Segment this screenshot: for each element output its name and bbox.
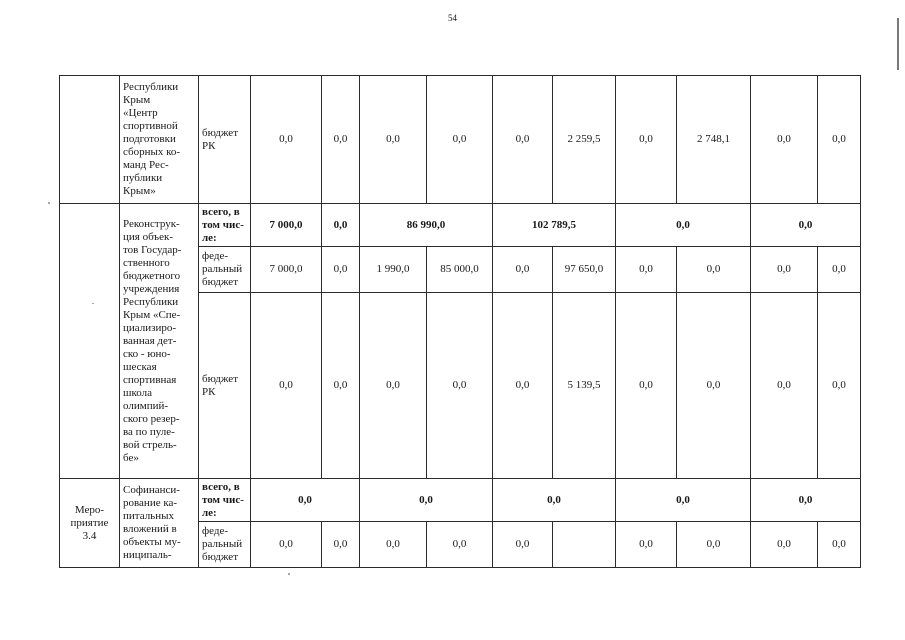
value-cell: 0,0 bbox=[251, 76, 322, 204]
value-cell: 0,0 bbox=[493, 247, 553, 293]
budget-label-cell bbox=[199, 76, 251, 204]
total-label: всего, в том чис- ле: bbox=[202, 480, 244, 519]
federal-label-cell bbox=[199, 522, 251, 568]
value-cell: 0,0 bbox=[818, 76, 861, 204]
org-name: Реконструк- ция объек- тов Государ- ственного бюджетного учреждения Республики Крым «Спе- циализиро- ванная дет- ско - юно- шеская спортивная школа олимпий- ского резер- ва по пуле- вой стрель- бе» bbox=[123, 217, 182, 464]
value-cell: 0,0 bbox=[751, 76, 818, 204]
value-cell: 0,0 bbox=[751, 522, 818, 568]
scan-speck bbox=[48, 202, 50, 204]
measure-cell bbox=[60, 479, 120, 568]
table-row bbox=[60, 479, 861, 522]
total-value-cell: 0,0 bbox=[322, 204, 360, 247]
value-cell: 7 000,0 bbox=[251, 247, 322, 293]
measure-cell-empty bbox=[60, 204, 120, 479]
value-cell: 0,0 bbox=[616, 76, 677, 204]
value-cell: 0,0 bbox=[616, 247, 677, 293]
value-cell: 97 650,0 bbox=[553, 247, 616, 293]
value-cell: 0,0 bbox=[818, 293, 861, 479]
value-cell: 5 139,5 bbox=[553, 293, 616, 479]
value-cell: 0,0 bbox=[251, 293, 322, 479]
value-cell: 85 000,0 bbox=[427, 247, 493, 293]
total-value-cell: 7 000,0 bbox=[251, 204, 322, 247]
budget-table bbox=[59, 75, 861, 568]
org-name: Софинанси- рование ка- питальных вложений в объекты му- ниципаль- bbox=[123, 484, 181, 561]
total-label: всего, в том чис- ле: bbox=[202, 205, 244, 244]
value-cell: 0,0 bbox=[360, 76, 427, 204]
value-cell: 0,0 bbox=[677, 247, 751, 293]
scan-edge-mark bbox=[897, 18, 899, 70]
value-cell: 0,0 bbox=[251, 522, 322, 568]
table-row bbox=[60, 76, 861, 204]
value-cell: 0,0 bbox=[677, 293, 751, 479]
value-cell: 0,0 bbox=[493, 76, 553, 204]
budget-label-cell bbox=[199, 293, 251, 479]
value-cell: 2 259,5 bbox=[553, 76, 616, 204]
total-label-cell bbox=[199, 479, 251, 522]
scan-speck bbox=[288, 573, 290, 575]
value-cell: 0,0 bbox=[322, 76, 360, 204]
total-value-cell: 0,0 bbox=[751, 204, 861, 247]
value-cell: 0,0 bbox=[616, 293, 677, 479]
value-cell: 0,0 bbox=[427, 522, 493, 568]
value-cell: 0,0 bbox=[818, 247, 861, 293]
measure-cell-empty bbox=[60, 76, 120, 204]
value-cell: 0,0 bbox=[493, 522, 553, 568]
value-cell: 0,0 bbox=[677, 522, 751, 568]
value-cell: 0,0 bbox=[493, 293, 553, 479]
value-cell bbox=[553, 522, 616, 568]
total-value-cell: 102 789,5 bbox=[493, 204, 616, 247]
page-number: 54 bbox=[448, 13, 457, 23]
value-cell: 0,0 bbox=[322, 522, 360, 568]
value-cell: 0,0 bbox=[427, 76, 493, 204]
total-value-cell: 0,0 bbox=[493, 479, 616, 522]
value-cell: 0,0 bbox=[818, 522, 861, 568]
total-label-cell bbox=[199, 204, 251, 247]
org-name: Республики Крым «Центр спортивной подготовки сборных ко- манд Рес- публики Крым» bbox=[123, 81, 181, 197]
federal-label: феде- ральный бюджет bbox=[202, 525, 243, 563]
measure-label: Меро- приятие 3.4 bbox=[70, 503, 109, 542]
table-row bbox=[60, 204, 861, 247]
value-cell: 0,0 bbox=[616, 522, 677, 568]
value-cell: 0,0 bbox=[360, 522, 427, 568]
org-name-cell bbox=[120, 479, 199, 568]
value-cell: 0,0 bbox=[427, 293, 493, 479]
value-cell: 0,0 bbox=[360, 293, 427, 479]
org-name-cell bbox=[120, 204, 199, 479]
total-value-cell: 0,0 bbox=[751, 479, 861, 522]
total-value-cell: 86 990,0 bbox=[360, 204, 493, 247]
value-cell: 0,0 bbox=[751, 247, 818, 293]
budget-label: бюджет РК bbox=[202, 126, 238, 152]
value-cell: 0,0 bbox=[751, 293, 818, 479]
federal-label-cell bbox=[199, 247, 251, 293]
value-cell: 2 748,1 bbox=[677, 76, 751, 204]
federal-label: феде- ральный бюджет bbox=[202, 250, 243, 288]
budget-label: бюджет РК bbox=[202, 372, 238, 398]
value-cell: 1 990,0 bbox=[360, 247, 427, 293]
total-value-cell: 0,0 bbox=[616, 479, 751, 522]
org-name-cell bbox=[120, 76, 199, 204]
total-value-cell: 0,0 bbox=[616, 204, 751, 247]
value-cell: 0,0 bbox=[322, 247, 360, 293]
total-value-cell: 0,0 bbox=[360, 479, 493, 522]
value-cell: 0,0 bbox=[322, 293, 360, 479]
total-value-cell: 0,0 bbox=[251, 479, 360, 522]
